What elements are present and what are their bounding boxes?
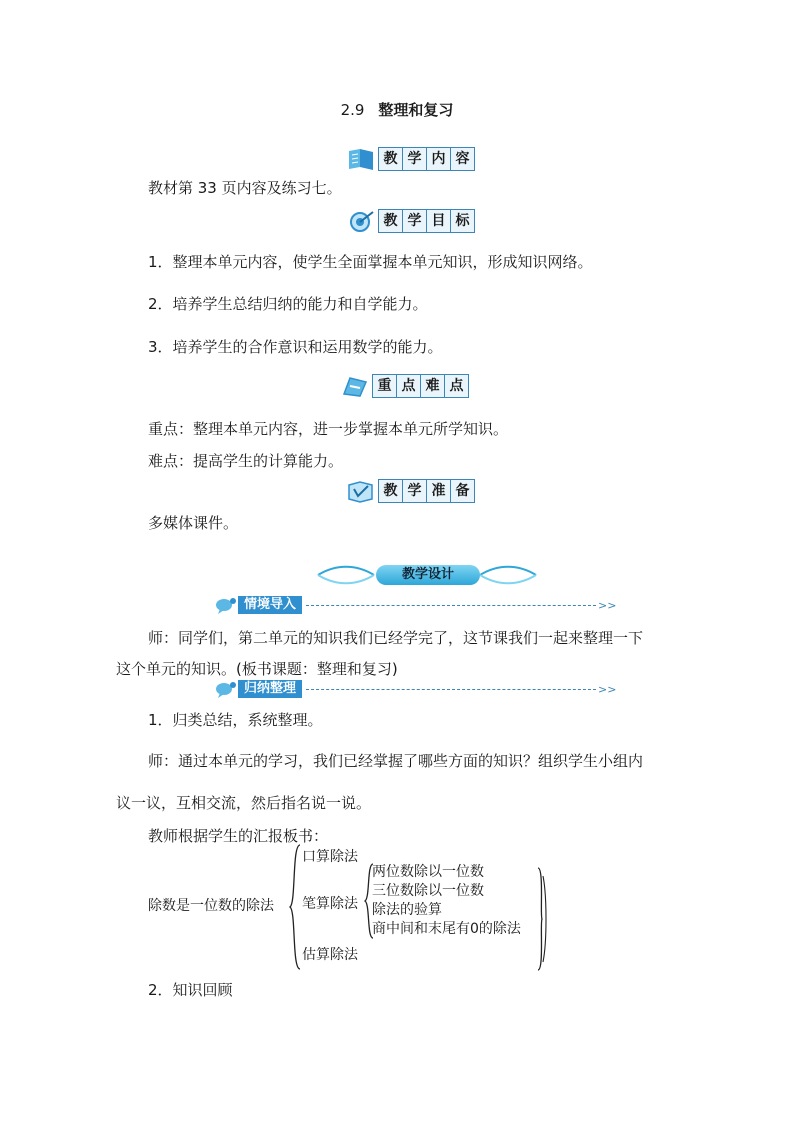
header-char: 难 <box>421 375 445 397</box>
header-char: 点 <box>397 375 421 397</box>
brace-left <box>288 843 302 971</box>
target-icon <box>346 209 376 233</box>
brace-right <box>536 866 550 972</box>
goal-item: 3．培养学生的合作意识和运用数学的能力。 <box>148 338 443 356</box>
section-header-prep <box>346 479 475 503</box>
chat-icon <box>214 595 238 615</box>
header-char: 教 <box>379 148 403 170</box>
stage1-line: 师：同学们，第二单元的知识我们已经学完了，这节课我们一起来整理一下 <box>148 629 644 647</box>
arrow-icon: >> <box>598 598 617 612</box>
header-char: 学 <box>403 148 427 170</box>
design-banner <box>316 562 538 588</box>
stage2-item: 1．归类总结，系统整理。 <box>148 711 323 729</box>
stage2-line: 师：通过本单元的学习，我们已经掌握了哪些方面的知识？组织学生小组内 <box>148 752 644 770</box>
item-knowledge-review: 2．知识回顾 <box>148 981 233 999</box>
written-item: 除法的验算 <box>372 902 442 918</box>
diagram-estimate: 估算除法 <box>302 947 358 963</box>
diagram-root: 除数是一位数的除法 <box>148 898 274 914</box>
book-icon <box>346 147 376 171</box>
section-header-content <box>346 147 475 171</box>
board-intro: 教师根据学生的汇报板书： <box>148 827 329 845</box>
page-title <box>0 99 794 120</box>
prep-text: 多媒体课件。 <box>148 514 239 532</box>
key-point-difficult: 难点：提高学生的计算能力。 <box>148 452 344 470</box>
written-item: 两位数除以一位数 <box>372 864 484 880</box>
content-text: 教材第 33 页内容及练习七。 <box>148 179 342 197</box>
written-item: 三位数除以一位数 <box>372 883 484 899</box>
header-char: 教 <box>379 210 403 232</box>
diagram-written: 笔算除法 <box>302 896 358 912</box>
dashed-line <box>306 689 596 690</box>
header-char: 点 <box>449 378 464 394</box>
key-icon <box>340 374 370 398</box>
chat-icon <box>214 679 238 699</box>
design-banner-label: 教学设计 <box>376 565 480 585</box>
goal-item: 2．培养学生总结归纳的能力和自学能力。 <box>148 295 428 313</box>
header-char: 学 <box>403 210 427 232</box>
key-point-important: 重点：整理本单元内容，进一步掌握本单元所学知识。 <box>148 420 509 438</box>
header-char: 目 <box>427 210 451 232</box>
header-char: 备 <box>455 483 470 499</box>
diagram-oral: 口算除法 <box>302 849 358 865</box>
stage-header-intro <box>214 595 616 615</box>
header-char: 容 <box>455 151 470 167</box>
dashed-line <box>306 605 596 606</box>
section-number: 2.9 <box>340 101 365 119</box>
header-char: 标 <box>455 213 470 229</box>
title-text: 整理和复习 <box>378 101 454 119</box>
stage-header-summary <box>214 679 616 699</box>
goal-item: 1．整理本单元内容，使学生全面掌握本单元知识，形成知识网络。 <box>148 253 593 271</box>
stage2-line: 议一议，互相交流，然后指名说一说。 <box>116 794 372 812</box>
prep-icon <box>346 479 376 503</box>
written-item: 商中间和末尾有0的除法 <box>372 921 521 937</box>
stage-label: 情境导入 <box>238 596 302 614</box>
stage1-line: 这个单元的知识。(板书课题：整理和复习) <box>116 660 398 678</box>
arrow-icon: >> <box>598 682 617 696</box>
header-char: 教 <box>379 480 403 502</box>
header-char: 准 <box>427 480 451 502</box>
header-char: 学 <box>403 480 427 502</box>
section-header-goals <box>346 209 475 233</box>
header-char: 重 <box>373 375 397 397</box>
stage-label: 归纳整理 <box>238 680 302 698</box>
section-header-key <box>340 374 469 398</box>
header-char: 内 <box>427 148 451 170</box>
